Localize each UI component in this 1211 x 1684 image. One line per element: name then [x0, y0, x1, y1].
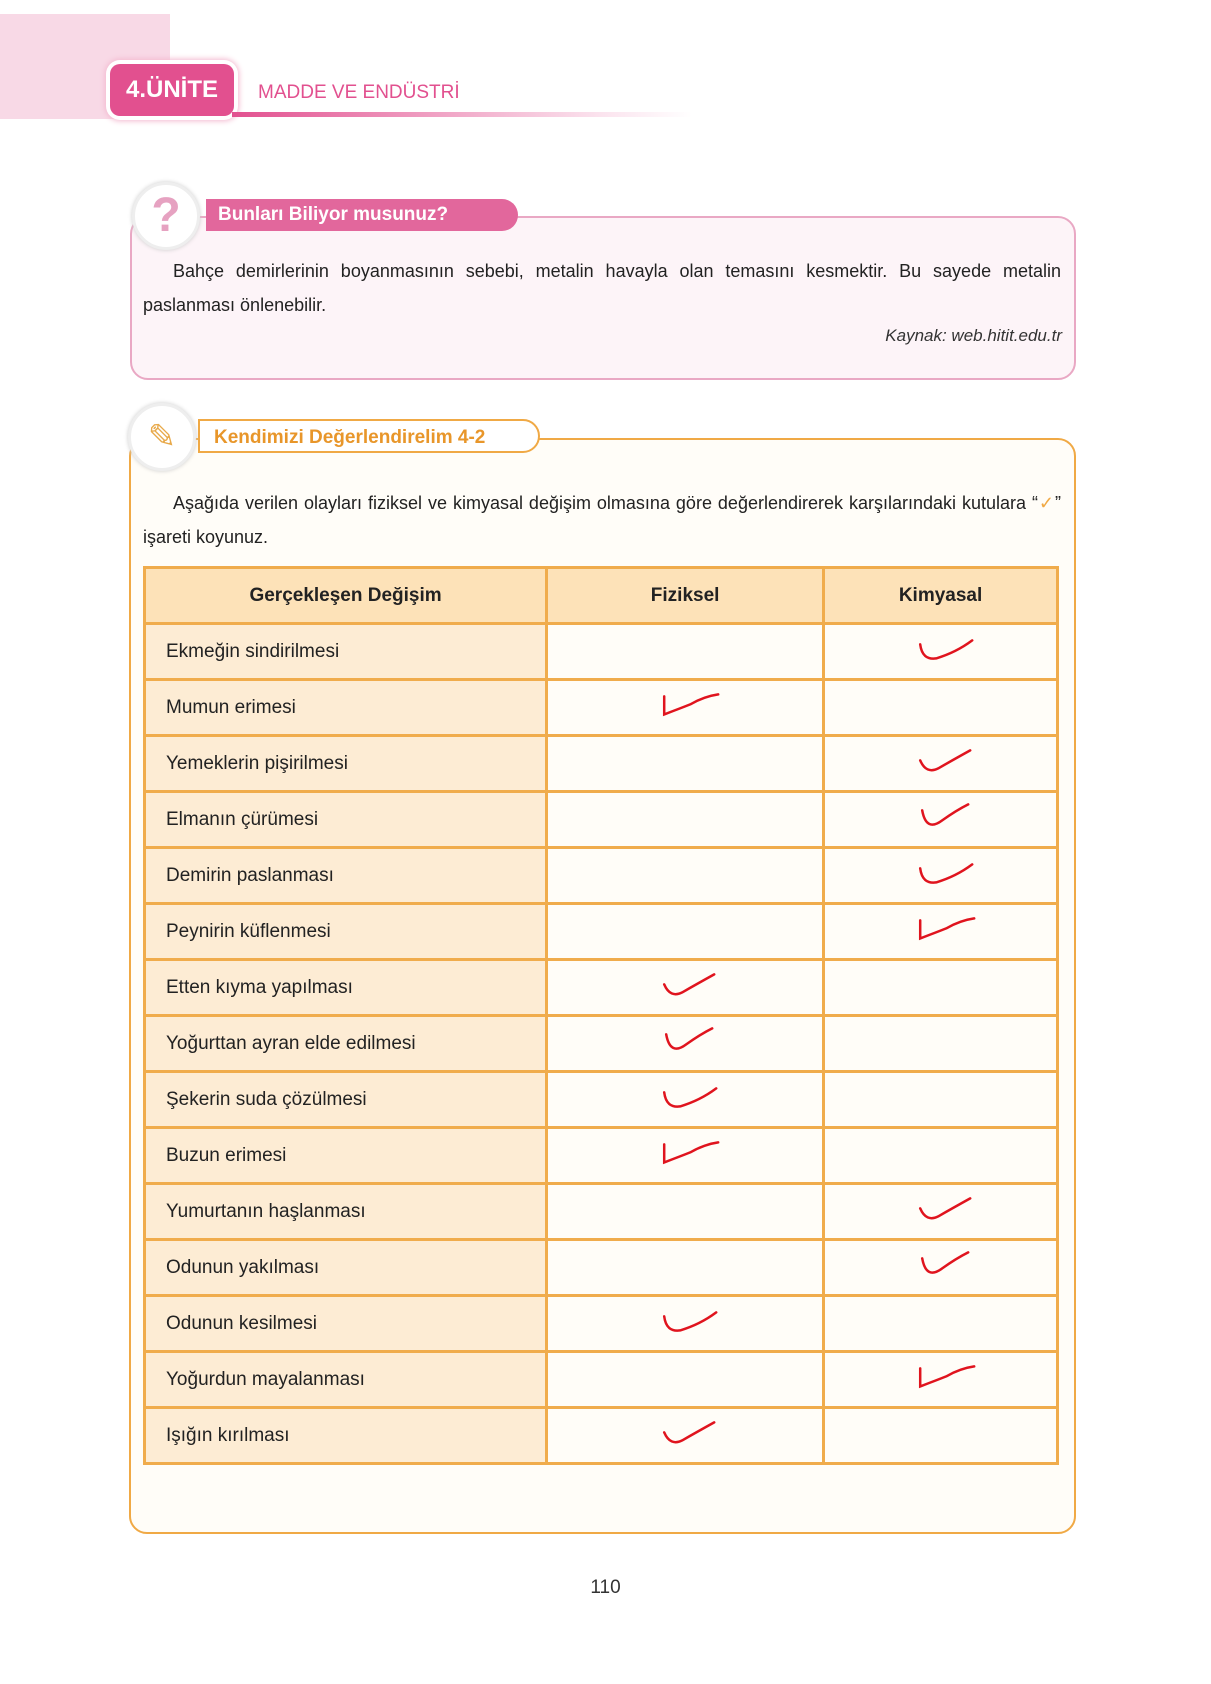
- handwritten-check-icon: [916, 1250, 978, 1282]
- table-row: [145, 960, 1058, 1016]
- handwritten-check-icon: [916, 746, 978, 778]
- kimyasal-cell[interactable]: [824, 624, 1058, 680]
- change-name: Demirin paslanması: [145, 848, 547, 904]
- change-name: Elmanın çürümesi: [145, 792, 547, 848]
- change-name: Mumun erimesi: [145, 680, 547, 736]
- kimyasal-cell[interactable]: [824, 960, 1058, 1016]
- question-icon: ?: [132, 182, 200, 250]
- handwritten-check-icon: [916, 802, 978, 834]
- column-header-change: Gerçekleşen Değişim: [145, 568, 547, 624]
- fiziksel-cell[interactable]: [547, 1184, 824, 1240]
- fiziksel-cell[interactable]: [547, 960, 824, 1016]
- table-row: [145, 1408, 1058, 1464]
- kimyasal-cell[interactable]: [824, 1352, 1058, 1408]
- table-row: [145, 624, 1058, 680]
- kimyasal-cell[interactable]: [824, 736, 1058, 792]
- table-row: [145, 1184, 1058, 1240]
- info-title: Bunları Biliyor musunuz?: [206, 199, 518, 231]
- change-name: Işığın kırılması: [145, 1408, 547, 1464]
- change-name: Yemeklerin pişirilmesi: [145, 736, 547, 792]
- change-name: Etten kıyma yapılması: [145, 960, 547, 1016]
- handwritten-check-icon: [916, 1362, 978, 1394]
- fiziksel-cell[interactable]: [547, 1296, 824, 1352]
- fiziksel-cell[interactable]: [547, 1408, 824, 1464]
- unit-title: MADDE VE ENDÜSTRİ: [258, 82, 460, 103]
- table-row: [145, 1352, 1058, 1408]
- fiziksel-cell[interactable]: [547, 904, 824, 960]
- handwritten-check-icon: [660, 690, 722, 722]
- page-number: 110: [590, 1577, 621, 1598]
- kimyasal-cell[interactable]: [824, 1128, 1058, 1184]
- kimyasal-cell[interactable]: [824, 1072, 1058, 1128]
- evaluation-instructions: [143, 486, 1061, 554]
- instruction-text: Aşağıda verilen olayları fiziksel ve kimyasal değişim olmasına göre değerlendirerek karşılarındaki kutulara “: [173, 493, 1038, 513]
- info-source: Kaynak: web.hitit.edu.tr: [885, 326, 1062, 345]
- column-header-chemical: Kimyasal: [824, 568, 1058, 624]
- table-row: [145, 848, 1058, 904]
- change-name: Yoğurttan ayran elde edilmesi: [145, 1016, 547, 1072]
- check-icon: ✓: [1037, 493, 1055, 513]
- table-row: [145, 792, 1058, 848]
- fiziksel-cell[interactable]: [547, 1352, 824, 1408]
- handwritten-check-icon: [916, 634, 978, 666]
- fiziksel-cell[interactable]: [547, 680, 824, 736]
- instruction-text-end: ” işareti koyunuz.: [143, 493, 1061, 547]
- info-text: Bahçe demirlerinin boyanmasının sebebi, metalin havayla olan temasını kesmektir. Bu sayede metalin paslanması önlenebilir.: [143, 261, 1061, 315]
- change-name: Odunun yakılması: [145, 1240, 547, 1296]
- table-row: [145, 1296, 1058, 1352]
- kimyasal-cell[interactable]: [824, 1016, 1058, 1072]
- kimyasal-cell[interactable]: [824, 1296, 1058, 1352]
- pencil-check-icon: ✎: [128, 403, 196, 471]
- change-name: Odunun kesilmesi: [145, 1296, 547, 1352]
- table-row: [145, 1128, 1058, 1184]
- evaluation-title: Kendimizi Değerlendirelim 4-2: [198, 419, 540, 453]
- table-row: [145, 904, 1058, 960]
- change-name: Şekerin suda çözülmesi: [145, 1072, 547, 1128]
- header-divider: [232, 112, 692, 117]
- kimyasal-cell[interactable]: [824, 680, 1058, 736]
- change-name: Yoğurdun mayalanması: [145, 1352, 547, 1408]
- table-row: [145, 680, 1058, 736]
- handwritten-check-icon: [660, 1306, 722, 1338]
- fiziksel-cell[interactable]: [547, 848, 824, 904]
- handwritten-check-icon: [660, 1082, 722, 1114]
- fiziksel-cell[interactable]: [547, 1128, 824, 1184]
- handwritten-check-icon: [916, 858, 978, 890]
- kimyasal-cell[interactable]: [824, 1408, 1058, 1464]
- handwritten-check-icon: [660, 970, 722, 1002]
- kimyasal-cell[interactable]: [824, 1240, 1058, 1296]
- table-row: [145, 1240, 1058, 1296]
- handwritten-check-icon: [916, 914, 978, 946]
- change-name: Peynirin küflenmesi: [145, 904, 547, 960]
- kimyasal-cell[interactable]: [824, 1184, 1058, 1240]
- fiziksel-cell[interactable]: [547, 736, 824, 792]
- handwritten-check-icon: [660, 1138, 722, 1170]
- fiziksel-cell[interactable]: [547, 792, 824, 848]
- fiziksel-cell[interactable]: [547, 1072, 824, 1128]
- table-row: [145, 736, 1058, 792]
- kimyasal-cell[interactable]: [824, 848, 1058, 904]
- handwritten-check-icon: [660, 1026, 722, 1058]
- change-name: Yumurtanın haşlanması: [145, 1184, 547, 1240]
- change-name: Buzun erimesi: [145, 1128, 547, 1184]
- handwritten-check-icon: [660, 1418, 722, 1450]
- unit-badge: 4.ÜNİTE: [110, 64, 234, 116]
- change-name: Ekmeğin sindirilmesi: [145, 624, 547, 680]
- fiziksel-cell[interactable]: [547, 624, 824, 680]
- table-row: [145, 1016, 1058, 1072]
- fiziksel-cell[interactable]: [547, 1240, 824, 1296]
- fiziksel-cell[interactable]: [547, 1016, 824, 1072]
- handwritten-check-icon: [916, 1194, 978, 1226]
- column-header-physical: Fiziksel: [547, 568, 824, 624]
- evaluation-table: [143, 566, 1059, 1465]
- kimyasal-cell[interactable]: [824, 904, 1058, 960]
- table-row: [145, 1072, 1058, 1128]
- kimyasal-cell[interactable]: [824, 792, 1058, 848]
